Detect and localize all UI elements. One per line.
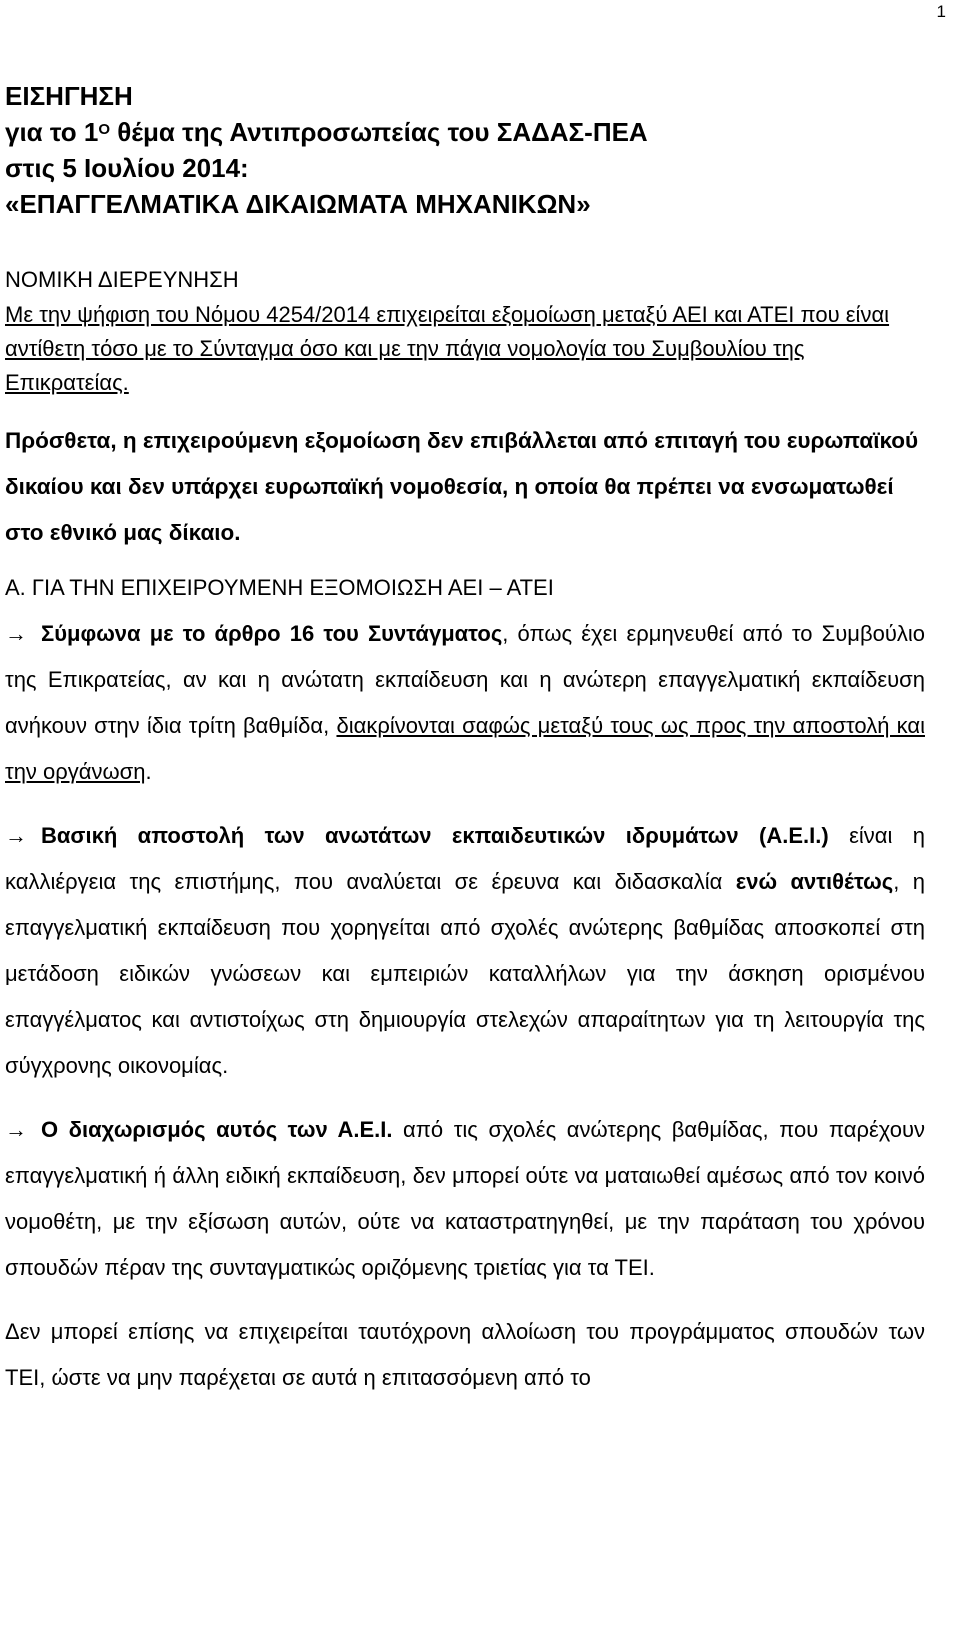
document-body [5, 78, 925, 1401]
p3-text: από τις σχολές ανώτερης βαθμίδας, που παρέχουν επαγγελματική ή άλλη ειδική εκπαίδευση, δεν μπορεί ούτε να ματαιωθεί αμέσως από τον κοινό νομοθέτη, με την εξίσωση αυτών, ούτε να καταστρατηγηθεί, με την παράταση του χρόνου σπουδών πέραν της συνταγματικώς οριζόμενης τριετίας για τα ΤΕΙ. [5, 1117, 925, 1280]
p3-bold: Ο διαχωρισμός αυτός των Α.Ε.Ι. [41, 1117, 393, 1142]
p2-bold: Βασική αποστολή των ανωτάτων εκπαιδευτικών ιδρυμάτων (Α.Ε.Ι.) [41, 823, 829, 848]
p1-text: , όπως έχει ερμηνευθεί από το Συμβούλιο της Επικρατείας, αν και η ανώτατη εκπαίδευση και η ανώτερη επαγγελματική εκπαίδευση ανήκουν στην ίδια τρίτη βαθμίδα, [5, 621, 925, 738]
page-number: 1 [936, 2, 946, 21]
heading-line-2-post: θέμα της Αντιπροσωπείας του ΣΑΔΑΣ-ΠΕΑ [110, 117, 648, 147]
paragraph-article-16 [5, 611, 925, 795]
p1-bold: Σύμφωνα με το άρθρο 16 του Συντάγματος [41, 621, 503, 646]
legal-section [5, 262, 925, 400]
arrow-icon: → [5, 1117, 27, 1142]
heading-line-2 [5, 114, 925, 150]
p2-text-2: , η επαγγελματική εκπαίδευση που χορηγείται από σχολές ανώτερης βαθμίδας αποσκοπεί στη μετάδοση ειδικών γνώσεων και εμπειριών καταλλήλων για την άσκηση ορισμένου επαγγέλματος και αντιστοίχως στη δημιουργία στελεχών απαραίτητων για τη λειτουργία της σύγχρονης οικονομίας. [5, 869, 925, 1078]
p2-text: είναι η καλλιέργεια της επιστήμης, που αναλύεται σε έρευνα και διδασκαλία [5, 823, 925, 894]
p4-text: Δεν μπορεί επίσης να επιχειρείται ταυτόχρονη αλλοίωση του προγράμματος σπουδών των ΤΕΙ, ώστε να μην παρέχεται σε αυτά η επιτασσόμενη από το [5, 1319, 925, 1390]
heading-superscript: Ο [98, 121, 111, 138]
arrow-icon: → [5, 621, 27, 646]
legal-body: Με την ψήφιση του Νόμου 4254/2014 επιχειρείται εξομοίωση μεταξύ ΑΕΙ και ΑΤΕΙ που είναι αντίθετη τόσο με το Σύνταγμα όσο και με την πάγια νομολογία του Συμβουλίου της Επικρατείας. [5, 302, 890, 395]
arrow-icon: → [5, 823, 27, 848]
heading-line-4: «ΕΠΑΓΓΕΛΜΑΤΙΚΑ ΔΙΚΑΙΩΜΑΤΑ ΜΗΧΑΝΙΚΩΝ» [5, 189, 591, 219]
heading-line-1: ΕΙΣΗΓΗΣΗ [5, 81, 133, 111]
legal-title: ΝΟΜΙΚΗ ΔΙΕΡΕΥΝΗΣΗ [5, 267, 239, 292]
p1-end: . [145, 759, 152, 784]
p2-bold-2: ενώ αντιθέτως [735, 869, 894, 894]
heading-line-2-pre: για το 1 [5, 117, 99, 147]
p1-underlined: διακρίνονται σαφώς μεταξύ τους ως προς την αποστολή και την οργάνωση [5, 713, 925, 784]
section-a-title: Α. ΓΙΑ ΤΗΝ ΕΠΙΧΕΙΡΟΥΜΕΝΗ ΕΞΟΜΟΙΩΣΗ ΑΕΙ – ΑΤΕΙ [5, 575, 554, 600]
paragraph-curriculum [5, 1309, 925, 1401]
paragraph-aei-mission [5, 813, 925, 1089]
heading-line-3: στις 5 Ιουλίου 2014: [5, 153, 249, 183]
paragraph-separation [5, 1107, 925, 1291]
bold-paragraph: Πρόσθετα, η επιχειρούμενη εξομοίωση δεν επιβάλλεται από επιταγή του ευρωπαϊκού δικαίου και δεν υπάρχει ευρωπαϊκή νομοθεσία, η οποία θα πρέπει να ενσωματωθεί στο εθνικό μας δίκαιο. [5, 428, 919, 545]
document-heading [5, 78, 925, 222]
